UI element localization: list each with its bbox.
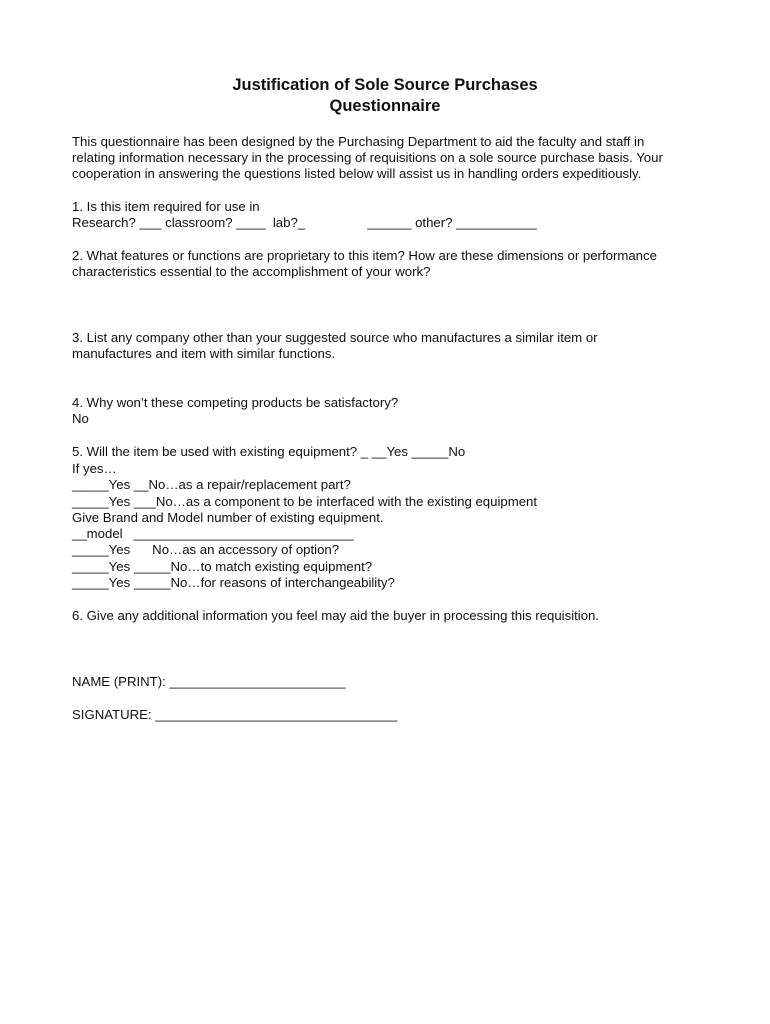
intro-line-1: This questionnaire has been designed by the Purchasing Department to aid the faculty and staff in [72, 134, 645, 149]
question-1-options: Research? ___ classroom? ____ lab?_ ______ other? ___________ [72, 215, 537, 230]
question-1-text: 1. Is this item required for use in [72, 199, 260, 214]
question-5-model-line: __model ______________________________ [72, 526, 354, 541]
intro-line-2: relating information necessary in the processing of requisitions on a sole source purchase basis. Your [72, 150, 663, 165]
question-5-option-component: _____Yes ___No…as a component to be interfaced with the existing equipment [72, 494, 538, 509]
question-5-option-interchangeability: _____Yes _____No…for reasons of interchangeability? [72, 575, 395, 590]
name-print-line: NAME (PRINT): ________________________ [72, 674, 346, 689]
question-5-brand-model-prompt: Give Brand and Model number of existing equipment. [72, 510, 384, 525]
document-title: Justification of Sole Source Purchases [232, 76, 538, 94]
question-2-line-2: characteristics essential to the accomplishment of your work? [72, 264, 431, 279]
question-4-answer: No [72, 411, 89, 426]
question-6-text: 6. Give any additional information you feel may aid the buyer in processing this requisition. [72, 608, 600, 623]
question-3-line-1: 3. List any company other than your suggested source who manufactures a similar item or [72, 330, 598, 345]
intro-line-3: cooperation in answering the questions listed below will assist us in handling orders expeditiously. [72, 166, 642, 181]
question-5-text: 5. Will the item be used with existing equipment? _ __Yes _____No [72, 444, 466, 459]
question-2-line-1: 2. What features or functions are proprietary to this item? How are these dimensions or performance [72, 248, 657, 263]
question-3-line-2: manufactures and item with similar functions. [72, 346, 336, 361]
document-subtitle: Questionnaire [329, 97, 441, 115]
question-5-if-yes: If yes… [72, 461, 117, 476]
question-5-option-accessory: _____Yes No…as an accessory of option? [72, 542, 340, 557]
question-4-text: 4. Why won’t these competing products be satisfactory? [72, 395, 399, 410]
question-5-option-match: _____Yes _____No…to match existing equipment? [72, 559, 373, 574]
question-5-option-repair: _____Yes __No…as a repair/replacement part? [72, 477, 351, 492]
signature-line: SIGNATURE: _________________________________ [72, 707, 398, 722]
